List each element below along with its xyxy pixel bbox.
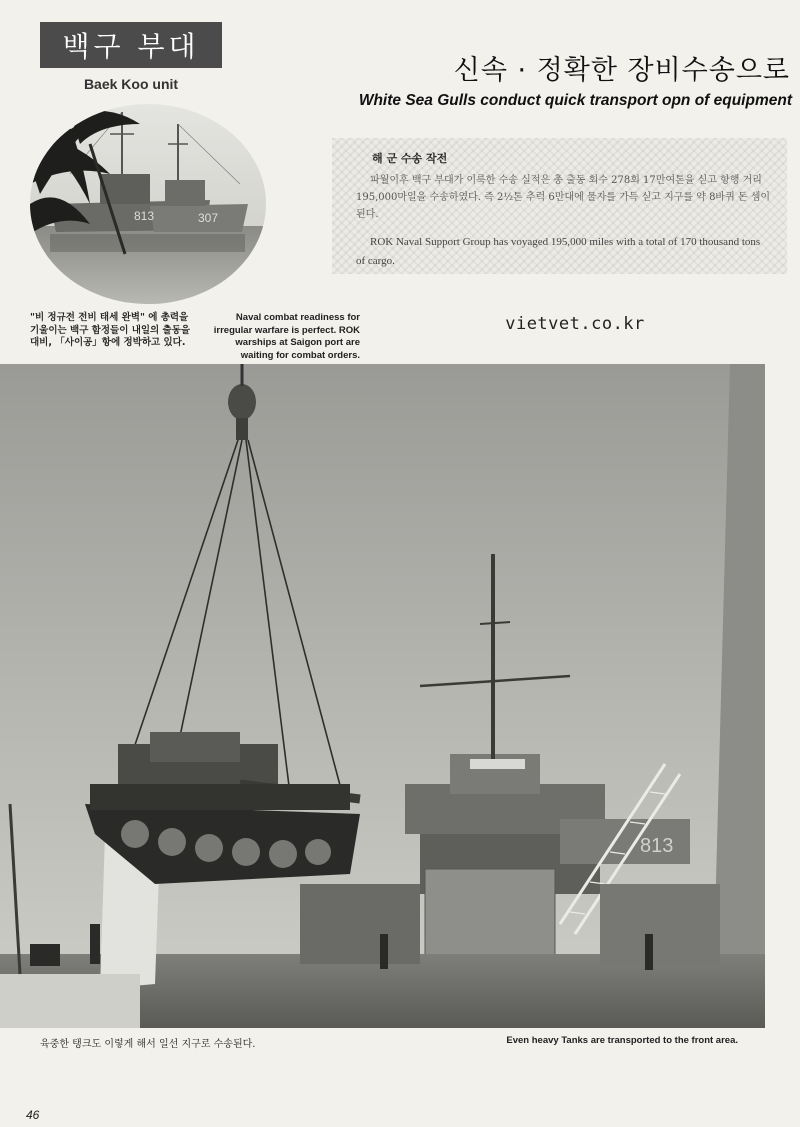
headline-ko: 신속 · 정확한 장비수송으로 [453, 55, 790, 86]
hull-number-813: 813 [640, 835, 674, 857]
watermark: vietvet.co.kr [505, 314, 645, 334]
warships-photo [30, 104, 266, 304]
info-box [332, 138, 787, 274]
hull-number-813: 813 [134, 209, 155, 223]
unit-title-badge [40, 22, 222, 68]
hull-number-307: 307 [198, 211, 219, 225]
tank-loading-photo [0, 364, 765, 1028]
headline-en: White Sea Gulls conduct quick transport opn of equipment [358, 92, 792, 109]
info-box-body-ko: 파월이후 백구 부대가 이룩한 수송 실적은 총 출동 회수 278회 17만여톤을 싣고 항행 거리 195,000마일을 수송하였다. 즉 2½톤 추럭 6만대에 물자를 가득 싣고 지구를 약 8바퀴 돈 셈이 된다. [356, 175, 771, 220]
unit-title-ko: 백구 부대 [62, 30, 200, 63]
info-box-body-en: ROK Naval Support Group has voyaged 195,000 miles with a total of 170 thousand tons of cargo. [356, 236, 761, 267]
photo-caption-en: Naval combat readiness for irregular warfare is perfect. ROK warships at Saigon port are waiting for combat orders. [213, 312, 360, 361]
info-box-title: 해 군 수송 작전 [372, 152, 448, 165]
bottom-caption-en: Even heavy Tanks are transported to the front area. [506, 1035, 738, 1046]
photo-caption-ko: "비 정규전 전비 태세 완벽" 에 총력을 기울이는 백구 함정들이 내일의 출동을 대비, 「사이공」항에 정박하고 있다. [30, 312, 191, 348]
page-number: 46 [26, 1108, 40, 1122]
bottom-caption-ko: 육중한 탱크도 이렇게 해서 일선 지구로 수송된다. [40, 1039, 256, 1050]
unit-title-en: Baek Koo unit [83, 76, 179, 92]
